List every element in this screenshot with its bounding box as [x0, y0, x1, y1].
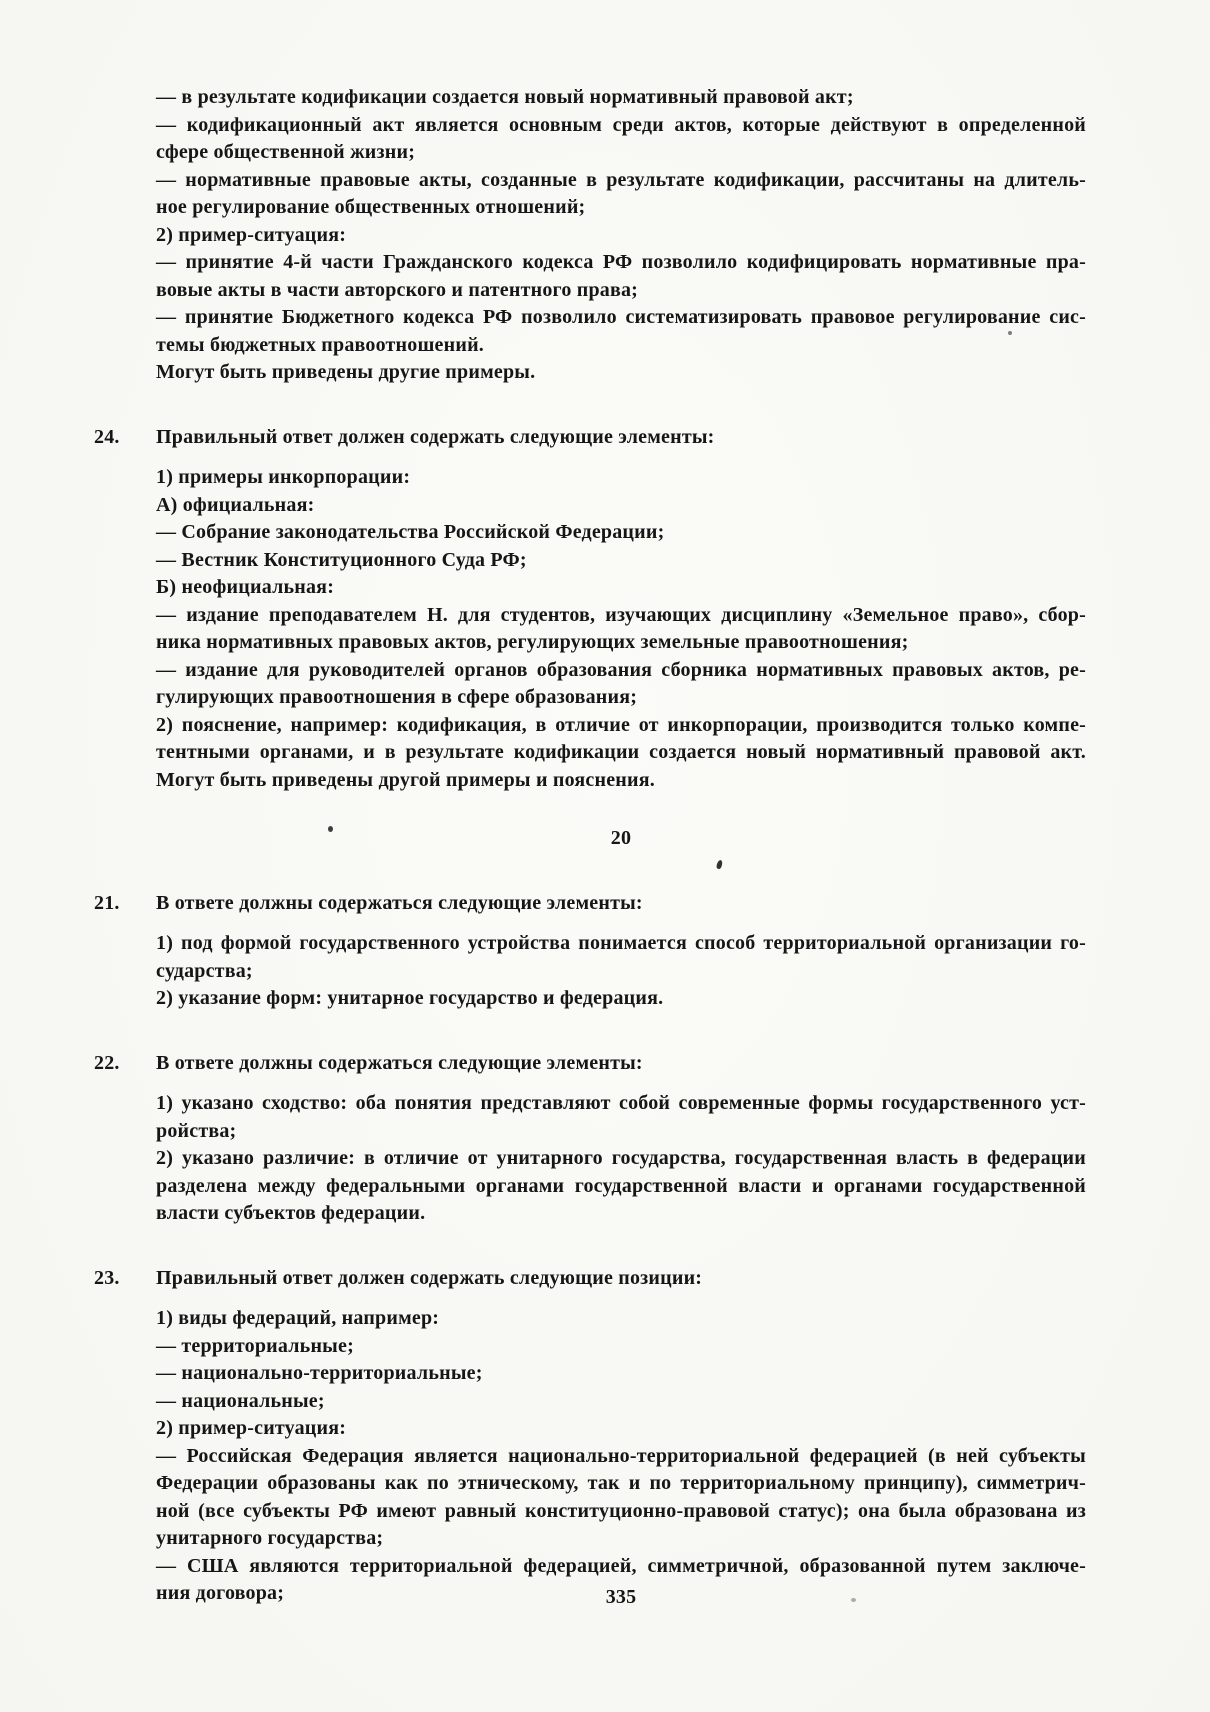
text-line: — США являются территориальной федерацией, симметричной, образованной путем заключе- — [156, 1554, 1086, 1577]
text-line: сударства; — [156, 959, 253, 982]
text-line: разделена между федеральными органами государственной власти и органами государственной — [156, 1174, 1086, 1197]
text-line: 1) виды федераций, например: — [156, 1307, 440, 1329]
text-line: ной (все субъекты РФ имеют равный конституционно-правовой статус); она была образована из — [156, 1499, 1086, 1522]
text-line: — издание преподавателем Н. для студентов, изучающих дисциплину «Земельное право», сбор- — [156, 603, 1086, 626]
text-line: — национальные; — [156, 1389, 325, 1412]
item-number: 23. — [94, 1266, 120, 1289]
item-header-text: В ответе должны содержаться следующие элементы: — [156, 1051, 643, 1074]
item-body — [156, 1090, 1086, 1228]
text-line: 2) указание форм: унитарное государство и федерация. — [156, 987, 664, 1009]
answer-item-23 — [94, 1265, 1086, 1608]
item-body — [156, 84, 1086, 387]
text-line: Б) неофициальная: — [156, 576, 335, 598]
text-line: — кодификационный акт является основным среди актов, которые действуют в определенной — [156, 113, 1086, 136]
item-header-text: Правильный ответ должен содержать следующие элементы: — [156, 425, 715, 448]
text-line: власти субъектов федерации. — [156, 1202, 426, 1224]
text-line: Федерации образованы как по этническому, так и по территориальному принципу), симметрич- — [156, 1472, 1086, 1494]
answer-item-22 — [94, 1050, 1086, 1228]
item-header — [94, 424, 1086, 452]
item-body — [156, 464, 1086, 794]
text-line: 1) примеры инкорпорации: — [156, 466, 411, 488]
text-line: Могут быть приведены другие примеры. — [156, 361, 536, 383]
text-line: сфере общественной жизни; — [156, 141, 416, 163]
page-number-middle: 20 — [610, 827, 632, 849]
page-number-bottom: 335 — [605, 1586, 637, 1608]
text-line: ника нормативных правовых актов, регулирующих земельные правоотношения; — [156, 631, 909, 653]
text-line: 1) указано сходство: оба понятия представляют собой современные формы государственного уст- — [156, 1092, 1086, 1114]
item-header-text: Правильный ответ должен содержать следующие позиции: — [156, 1266, 703, 1289]
text-line: — Российская Федерация является национально-территориальной федерацией (в ней субъекты — [156, 1444, 1086, 1467]
item-number: 21. — [94, 891, 120, 914]
item-number: 22. — [94, 1051, 120, 1074]
text-line: ройства; — [156, 1119, 237, 1142]
item-header-text: В ответе должны содержаться следующие элементы: — [156, 891, 643, 914]
scan-speck — [851, 1598, 856, 1602]
item-header — [94, 1050, 1086, 1078]
answer-continuation — [156, 84, 1086, 387]
text-line: 2) пример-ситуация: — [156, 223, 347, 246]
item-body — [156, 930, 1086, 1013]
text-line: — принятие Бюджетного кодекса РФ позволило систематизировать правовое регулирование сис- — [156, 306, 1086, 328]
text-line: темы бюджетных правоотношений. — [156, 333, 485, 356]
content-flow — [94, 84, 1086, 1608]
text-line: вовые акты в части авторского и патентного права; — [156, 278, 639, 301]
text-line: — территориальные; — [156, 1334, 354, 1357]
text-line: — издание для руководителей органов образования сборника нормативных правовых актов, ре- — [156, 658, 1086, 681]
text-line: Могут быть приведены другой примеры и пояснения. — [156, 768, 655, 791]
scan-speck — [328, 826, 333, 832]
answer-item-24 — [94, 424, 1086, 795]
text-line: ния договора; — [156, 1582, 285, 1604]
text-line: — Собрание законодательства Российской Федерации; — [156, 521, 665, 543]
item-header — [94, 890, 1086, 918]
item-number: 24. — [94, 425, 120, 448]
text-line: 1) под формой государственного устройства понимается способ территориальной организации го- — [156, 932, 1086, 954]
text-line: — в результате кодификации создается новый нормативный правовой акт; — [156, 86, 854, 108]
answer-item-21 — [94, 890, 1086, 1013]
text-line: А) официальная: — [156, 493, 315, 516]
text-line: ное регулирование общественных отношений; — [156, 196, 586, 218]
text-line: 2) пример-ситуация: — [156, 1417, 347, 1439]
scan-speck — [1008, 331, 1012, 335]
text-line: — Вестник Конституционного Суда РФ; — [156, 548, 527, 571]
text-line: 2) пояснение, например: кодификация, в отличие от инкорпорации, производится только компе- — [156, 713, 1086, 736]
text-line: — нормативные правовые акты, созданные в результате кодификации, рассчитаны на длитель- — [156, 168, 1086, 191]
item-header — [94, 1265, 1086, 1293]
item-body — [156, 1305, 1086, 1608]
text-line: тентными органами, и в результате кодификации создается новый нормативный правовой акт. — [156, 741, 1086, 763]
text-line: 2) указано различие: в отличие от унитарного государства, государственная власть в федерации — [156, 1147, 1086, 1169]
text-line: унитарного государства; — [156, 1527, 384, 1549]
text-line: — национально-территориальные; — [156, 1362, 483, 1384]
text-line: гулирующих правоотношения в сфере образования; — [156, 686, 638, 708]
text-line: — принятие 4-й части Гражданского кодекса РФ позволило кодифицировать нормативные пра- — [156, 251, 1086, 273]
